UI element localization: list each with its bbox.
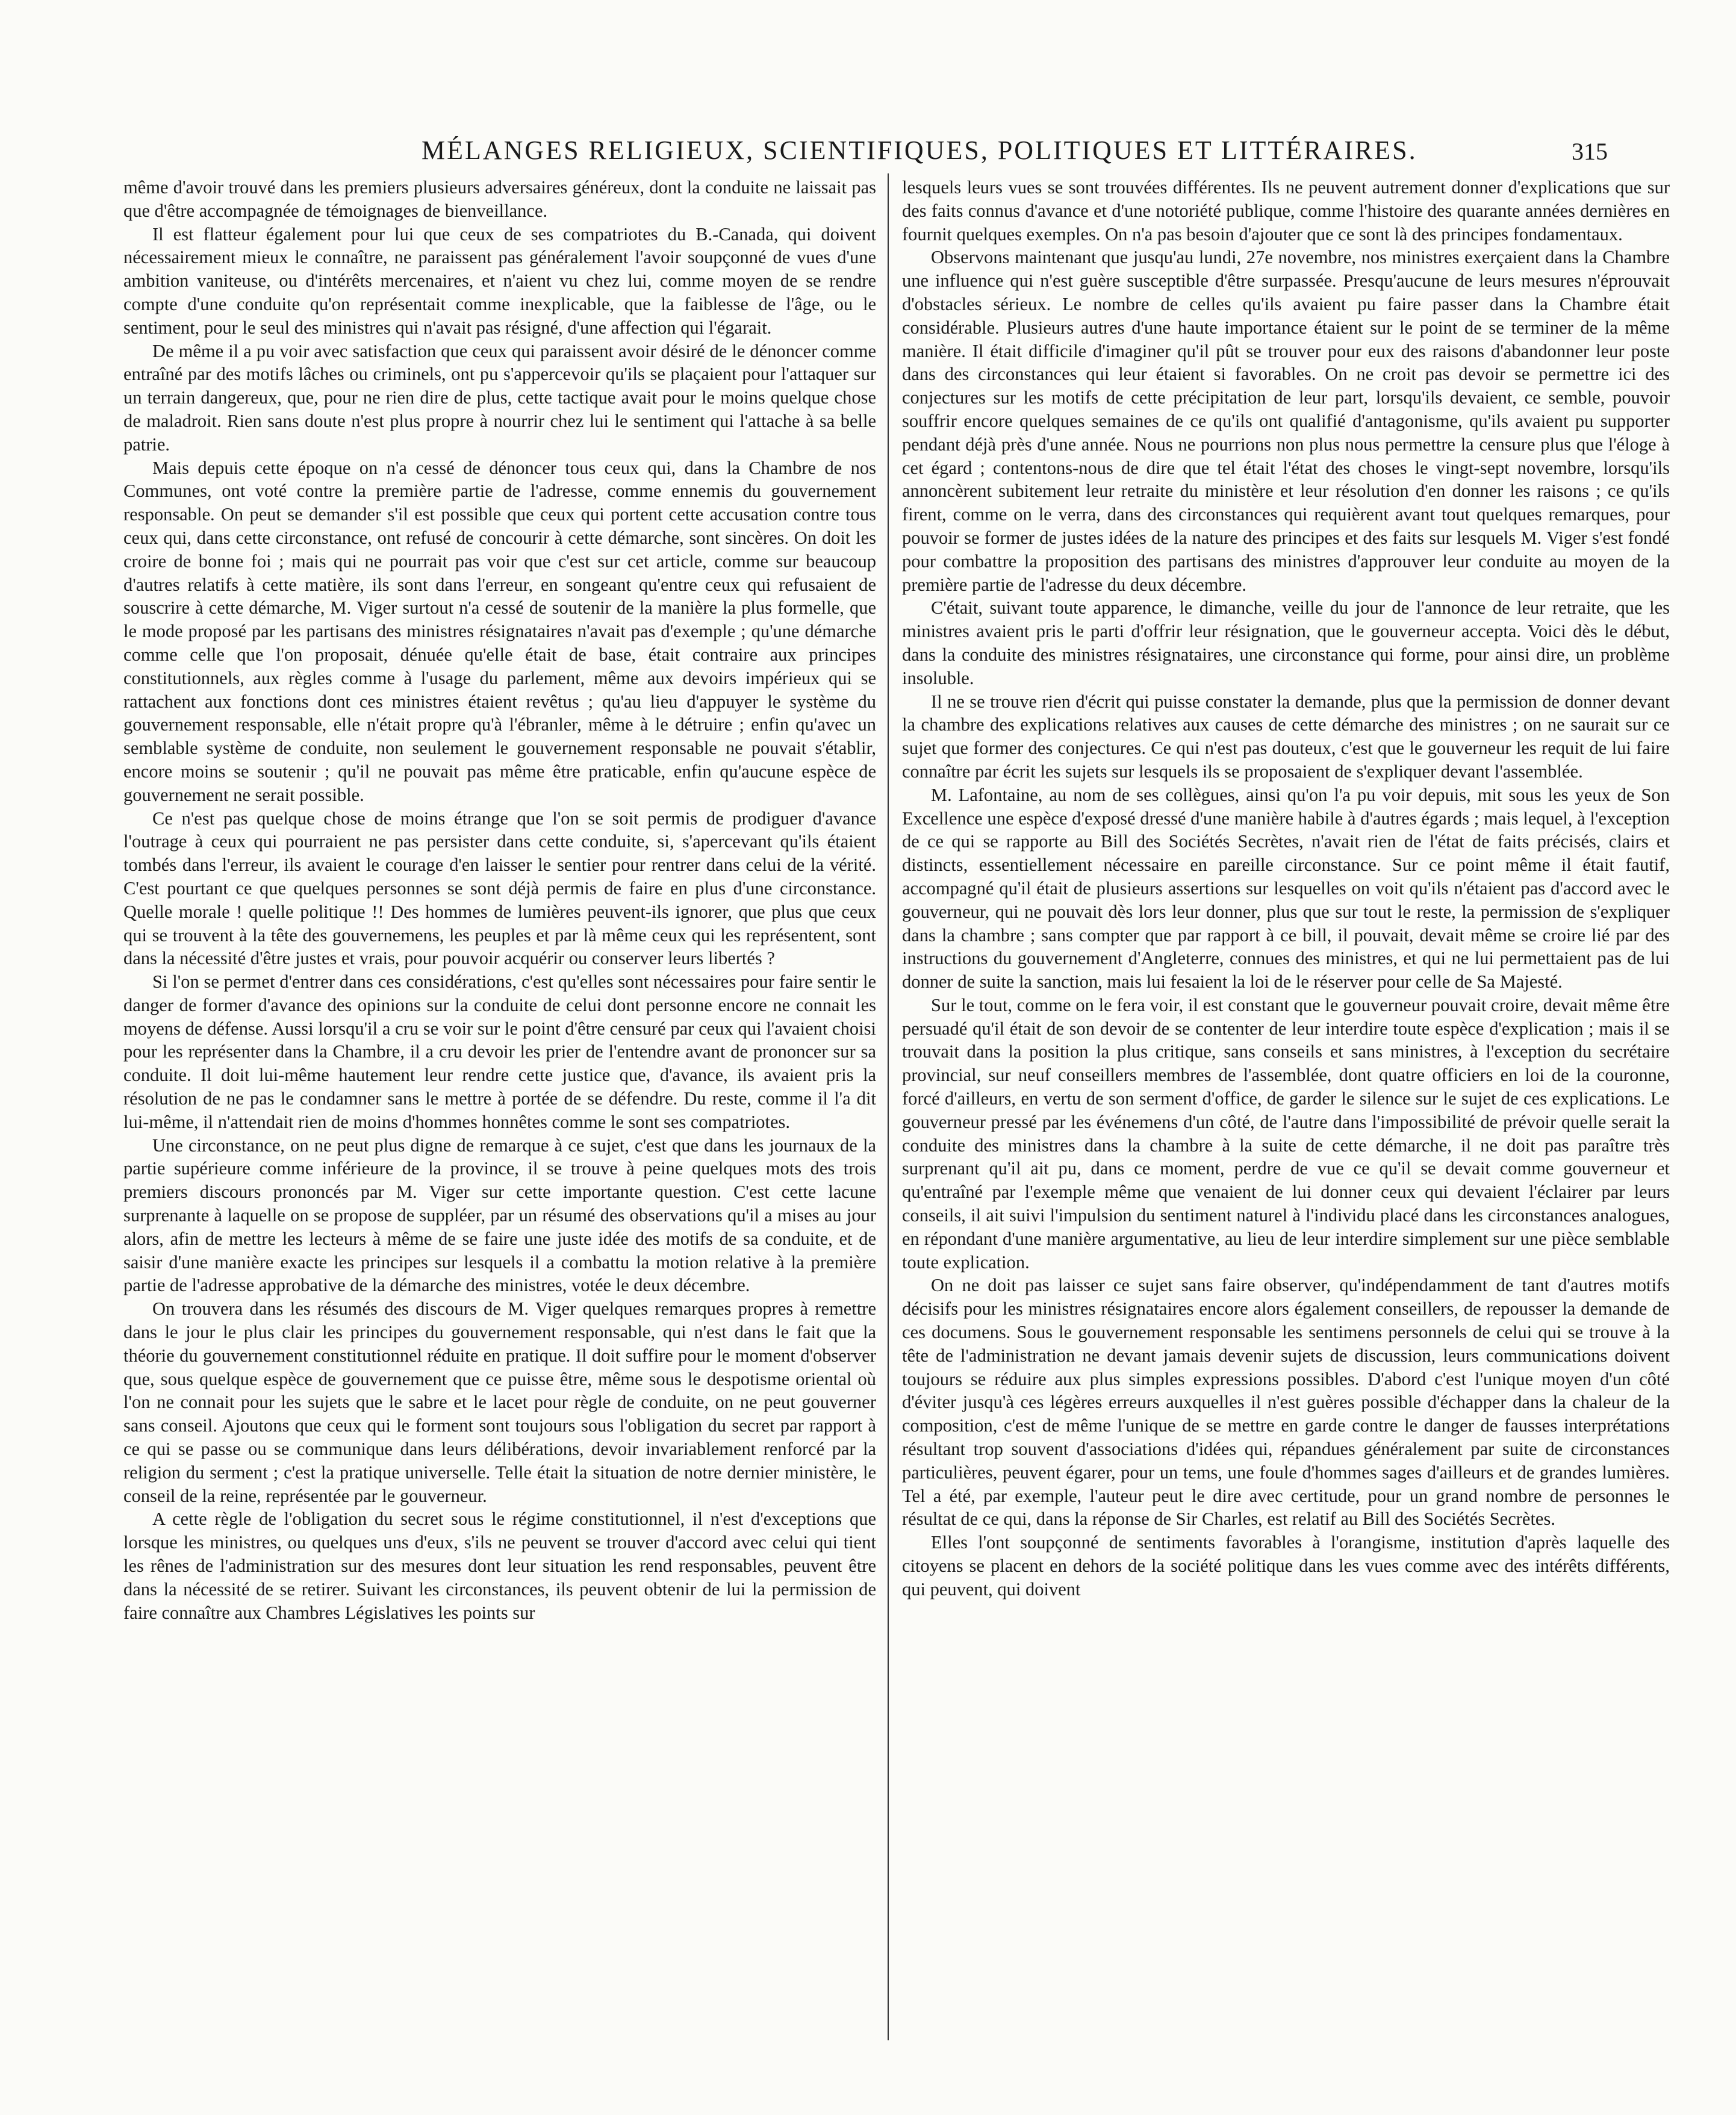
paragraph: Ce n'est pas quelque chose de moins étrange que l'on se soit permis de prodiguer d'avance l'outrage à ceux qui pourraient ne pas persister dans cette conduite, si, s'apercevant qu'ils étaient tombés dans l'erreur, ils avaient le courage d'en laisser le sentier pour rentrer dans celui de la vérité. C'est pourtant ce que quelques personnes se sont déjà permis de faire en plus d'une circonstance. Quelle morale ! quelle politique !! Des hommes de lumières peuvent-ils ignorer, que plus que ceux qui se trouvent à la tête des gouvernemens, les peuples et par là même ceux qui les représentent, sont dans la nécessité d'être justes et vrais, pour pouvoir acquérir ou conserver leurs libertés ? [123, 808, 876, 969]
paragraph: Mais depuis cette époque on n'a cessé de dénoncer tous ceux qui, dans la Chambre de nos Communes, ont voté contre la première partie de l'adresse, comme ennemis du gouvernement responsable. On peut se demander s'il est possible que ceux qui portent cette accusation contre tous ceux qui, dans cette circonstance, ont refusé de concourir à cette démarche, sont sincères. On doit les croire de bonne foi ; mais qui ne pourrait pas voir que c'est sur cet article, comme sur beaucoup d'autres relatifs à cette matière, ils sont dans l'erreur, en songeant qu'entre ceux qui refusaient de souscrire à cette démarche, M. Viger surtout n'a cessé de soutenir de la manière la plus formelle, que le mode proposé par les partisans des ministres résignataires n'avait pas d'exemple ; qu'une démarche comme celle que l'on proposait, dénuée qu'elle était de base, était contraire aux principes constitutionnels, aux règles comme à l'usage du parlement, même aux devoirs impérieux qui se rattachent aux fonctions dont ces ministres étaient revêtus ; qu'au lieu d'appuyer le système du gouvernement responsable, elle n'était propre qu'à l'ébranler, même à le détruire ; enfin qu'avec un semblable système de conduite, non seulement le gouvernement responsable ne pouvait s'établir, encore moins se soutenir ; qu'il ne pouvait pas même être praticable, enfin qu'aucune espèce de gouvernement ne serait possible. [123, 457, 876, 805]
paragraph: Elles l'ont soupçonné de sentiments favorables à l'orangisme, institution d'après laquelle des citoyens se placent en dehors de la société politique dans les vues comme avec des intérêts différents, qui peuvent, qui doivent [902, 1532, 1670, 1599]
paragraph: A cette règle de l'obligation du secret sous le régime constitutionnel, il n'est d'exceptions que lorsque les ministres, ou quelques uns d'eux, s'ils ne peuvent se trouver d'accord avec celui qui tient les rênes de l'administration sur des mesures dont leur situation les rend responsables, peuvent être dans la nécessité de se retirer. Suivant les circonstances, ils peuvent obtenir de lui la permission de faire connaître aux Chambres Législatives les points sur [123, 1509, 876, 1623]
paragraph: même d'avoir trouvé dans les premiers plusieurs adversaires généreux, dont la conduite ne laissait pas que d'être accompagnée de témoignages de bienveillance. [123, 177, 876, 221]
paragraph: M. Lafontaine, au nom de ses collègues, ainsi qu'on l'a pu voir depuis, mit sous les yeux de Son Excellence une espèce d'exposé dressé d'une manière habile à d'autres égards ; mais lequel, à l'exception de ce qui se rapporte au Bill des Sociétés Secrètes, n'avait rien de l'état de faits précisés, clairs et distincts, essentiellement nécessaire en pareille circonstance. Sur ce point même il était fautif, accompagné qu'il était de plusieurs assertions sur lesquelles on voit qu'ils n'étaient pas d'accord avec le gouverneur, qui ne pouvait dès lors leur donner, plus que sur tout le reste, la permission de s'expliquer dans la chambre ; sans compter que par rapport à ce bill, il pouvait, devait même se croire lié par des instructions du gouvernement d'Angleterre, connues des ministres, et qui ne lui permettaient pas de lui donner de suite la sanction, mais lui fesaient la loi de le réserver pour celle de Sa Majesté. [902, 784, 1670, 992]
paragraph: Il ne se trouve rien d'écrit qui puisse constater la demande, plus que la permission de donner devant la chambre des explications relatives aux causes de cette démarche des ministres ; on ne saurait sur ce sujet que former des conjectures. Ce qui n'est pas douteux, c'est que le gouverneur les requit de lui faire connaître par écrit les sujets sur lesquels ils se proposaient de s'expliquer devant l'assemblée. [902, 691, 1670, 782]
paragraph: lesquels leurs vues se sont trouvées différentes. Ils ne peuvent autrement donner d'explications que sur des faits connus d'avance et d'une notoriété publique, comme l'histoire des quarante années dernières en fournit quelques exemples. On n'a pas besoin d'ajouter que ce sont là des principes fondamentaux. [902, 177, 1670, 245]
paragraph: C'était, suivant toute apparence, le dimanche, veille du jour de l'annonce de leur retraite, que les ministres avaient pris le parti d'offrir leur résignation, que le gouverneur accepta. Voici dès le début, dans la conduite des ministres résignataires, une circonstance qui forme, pour ainsi dire, un problème insoluble. [902, 597, 1670, 688]
left-column [123, 176, 876, 2079]
paragraph: On trouvera dans les résumés des discours de M. Viger quelques remarques propres à remettre dans le jour le plus clair les principes du gouvernement responsable, qui n'est dans le fait que la théorie du gouvernement constitutionnel réduite en pratique. Il doit suffire pour le moment d'observer que, sous quelque espèce de gouvernement que ce puisse être, même sous le despotisme oriental où l'on ne connait pour les sujets que le sabre et le lacet pour règle de conduite, on ne peut gouverner sans conseil. Ajoutons que ceux qui le forment sont toujours sous l'obligation du secret par rapport à ce qui se passe ou se communique dans leurs délibérations, devoir invariablement renforcé par la religion du serment ; c'est la pratique universelle. Telle était la situation de notre dernier ministère, le conseil de la reine, représentée par le gouverneur. [123, 1298, 876, 1506]
running-title: MÉLANGES RELIGIEUX, SCIENTIFIQUES, POLITIQUES ET LITTÉRAIRES. [422, 135, 1417, 165]
paragraph: Observons maintenant que jusqu'au lundi, 27e novembre, nos ministres exerçaient dans la Chambre une influence qui n'est guère susceptible d'être surpassée. Presqu'aucune de leurs mesures n'éprouvait d'obstacles sérieux. Le nombre de celles qu'ils avaient pu faire passer dans la Chambre était considérable. Plusieurs autres d'une haute importance étaient sur le point de se terminer de la même manière. Il était difficile d'imaginer qu'il pût se trouver pour eux des raisons d'abandonner leur poste dans des circonstances qui leur étaient si favorables. On ne croit pas devoir se permettre ici des conjectures sur les motifs de cette précipitation de leur part, lorsqu'ils devaient, ce semble, pouvoir souffrir encore quelques semaines de ce qu'ils ont qualifié d'antagonisme, qu'ils avaient pu supporter pendant déjà près d'une année. Nous ne pourrions non plus nous permettre la censure plus que l'éloge à cet égard ; contentons-nous de dire que tel était l'état des choses le vingt-sept novembre, lorsqu'ils annoncèrent subitement leur retraite du ministère et leur résolution d'en donner les raisons ; ce qu'ils firent, comme on le verra, dans des circonstances qui requièrent avant tout quelques remarques, pour pouvoir se former de justes idées de la nature des principes et des faits sur lesquels M. Viger s'est fondé pour combattre la proposition des partisans des ministres d'approuver leur conduite au moyen de la première partie de l'adresse du deux décembre. [902, 247, 1670, 595]
paragraph: Il est flatteur également pour lui que ceux de ses compatriotes du B.-Canada, qui doivent nécessairement mieux le connaître, ne paraissent pas généralement l'avoir soupçonné de vues d'une ambition vaniteuse, ou d'intérêts mercenaires, et n'aient vu chez lui, comme moyen de se rendre compte d'une conduite qu'on représentait comme inexplicable, que la faiblesse de l'âge, ou le sentiment, pour le seul des ministres qui n'avait pas résigné, d'une affection qui l'égarait. [123, 223, 876, 338]
paragraph: Une circonstance, on ne peut plus digne de remarque à ce sujet, c'est que dans les journaux de la partie supérieure comme inférieure de la province, il se trouve à peine quelques mots des trois premiers discours prononcés par M. Viger sur cette importante question. C'est cette lacune surprenante à laquelle on se propose de suppléer, par un résumé des observations qu'il a mises au jour alors, afin de mettre les lecteurs à même de se faire une juste idée des motifs de sa conduite, et de saisir d'une manière exacte les principes sur lesquels il a combattu la motion relative à la première partie de l'adresse approbative de la démarche des ministres, votée le deux décembre. [123, 1135, 876, 1296]
paragraph: Sur le tout, comme on le fera voir, il est constant que le gouverneur pouvait croire, devait même être persuadé qu'il était de son devoir de se contenter de leur interdire toute espèce d'explication ; mais il se trouvait dans la position la plus critique, sans conseils et sans ministres, à l'exception du secrétaire provincial, sur neuf conseillers membres de l'assemblée, dont quatre officiers en loi de la couronne, forcé d'ailleurs, en vertu de son serment d'office, de garder le silence sur le sujet de ces explications. Le gouverneur pressé par les événemens d'un côté, de l'autre dans l'impossibilité de prévoir quelle serait la conduite des ministres dans la chambre à la suite de cette démarche, il ne doit pas paraître très surprenant qu'il ait pu, dans ce moment, perdre de vue ce qu'il se devait comme gouverneur et qu'entraîné par l'exemple même que venaient de lui donner ceux qui devaient l'éclairer par leurs conseils, il ait suivi l'impulsion du sentiment naturel à l'individu placé dans les circonstances analogues, en répondant d'une manière argumentative, au lieu de leur interdire simplement sur une pièce semblable toute explication. [902, 994, 1670, 1272]
page-number: 315 [1572, 138, 1608, 165]
paragraph: De même il a pu voir avec satisfaction que ceux qui paraissent avoir désiré de le dénoncer comme entraîné par des motifs lâches ou criminels, ont pu s'appercevoir qu'ils se plaçaient pour l'attaquer sur un terrain dangereux, que, pour ne rien dire de plus, cette tactique avait pour le moins quelque chose de maladroit. Rien sans doute n'est plus propre à nourrir chez lui le sentiment qui l'attache à sa belle patrie. [123, 340, 876, 455]
paragraph: On ne doit pas laisser ce sujet sans faire observer, qu'indépendamment de tant d'autres motifs décisifs pour les ministres résignataires encore alors également conseillers, de repousser la demande de ces documens. Sous le gouvernement responsable les sentimens personnels de celui qui se trouve à la tête de l'administration ne devant jamais devenir sujets de discussion, leurs communications doivent toujours se réduire aux plus simples expressions possibles. D'abord c'est l'unique moyen d'un côté d'éviter jusqu'à ces légères erreurs auxquelles il n'est guères possible d'échapper dans la chaleur de la composition, c'est de même l'unique de se mettre en garde contre le danger de fausses interprétations résultant trop souvent d'associations d'idées qui, répandues généralement par suite de circonstances particulières, peuvent égarer, pour un tems, une foule d'hommes sages d'ailleurs et de grandes lumières. Tel a été, par exemple, l'auteur peut le dire avec certitude, pour un grand nombre de personnes le résultat de ce qui, dans la réponse de Sir Charles, est relatif au Bill des Sociétés Secrètes. [902, 1275, 1670, 1530]
column-rule [888, 173, 889, 2040]
paragraph: Si l'on se permet d'entrer dans ces considérations, c'est qu'elles sont nécessaires pour faire sentir le danger de former d'avance des opinions sur la conduite de celui dont personne encore ne connait les moyens de défense. Aussi lorsqu'il a cru se voir sur le point d'être censuré par ceux qui l'avaient choisi pour les représenter dans la Chambre, il a cru devoir les prier de l'entendre avant de prononcer sur sa conduite. Il doit lui-même hautement leur rendre cette justice que, d'avance, ils avaient pris la résolution de ne pas le condamner sans le mettre à portée de se défendre. Du reste, comme il l'a dit lui-même, il n'attendait rien de moins d'hommes honnêtes comme le sont ses compatriotes. [123, 971, 876, 1132]
right-column [902, 176, 1670, 2079]
page-header [0, 135, 1736, 171]
